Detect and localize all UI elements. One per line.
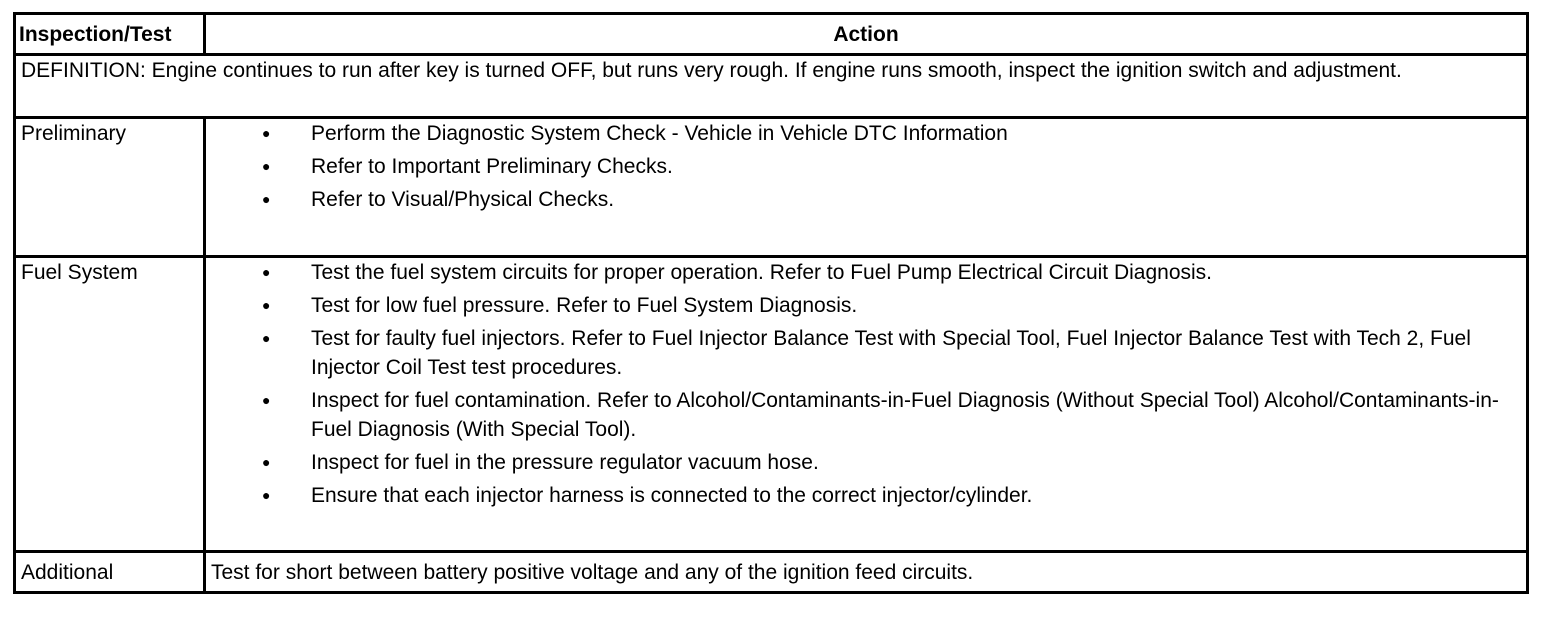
diagnostic-table [13, 12, 1529, 594]
definition-text: DEFINITION: Engine continues to run after key is turned OFF, but runs very rough. If engine runs smooth, inspect the ignition switch and adjustment. [15, 55, 1528, 118]
list-item: ● Inspect for fuel contamination. Refer to Alcohol/Contaminants-in-Fuel Diagnosis (Without Special Tool) Alcohol/Contaminants-in-Fuel Diagnosis (With Special Tool). [211, 386, 1521, 444]
definition-row [15, 55, 1528, 118]
list-item: ● Perform the Diagnostic System Check - Vehicle in Vehicle DTC Information [211, 119, 1521, 148]
table-header-row [15, 14, 1528, 55]
list-item: ● Ensure that each injector harness is connected to the correct injector/cylinder. [211, 481, 1521, 510]
header-action: Action [205, 14, 1528, 55]
header-inspection-test: Inspection/Test [15, 14, 205, 55]
table-row-preliminary [15, 118, 1528, 257]
list-item: ● Inspect for fuel in the pressure regulator vacuum hose. [211, 448, 1521, 477]
row-label-preliminary: Preliminary [15, 118, 205, 257]
fuel-system-list [211, 258, 1521, 510]
list-item: ● Test the fuel system circuits for proper operation. Refer to Fuel Pump Electrical Circuit Diagnosis. [211, 258, 1521, 287]
action-text-additional: Test for short between battery positive voltage and any of the ignition feed circuits. [205, 552, 1528, 593]
list-item: ● Test for faulty fuel injectors. Refer to Fuel Injector Balance Test with Special Tool, Fuel Injector Balance Test with Tech 2, Fuel Injector Coil Test test procedures. [211, 324, 1521, 382]
row-label-additional: Additional [15, 552, 205, 593]
list-item: ● Test for low fuel pressure. Refer to Fuel System Diagnosis. [211, 291, 1521, 320]
action-cell-fuel-system [205, 257, 1528, 552]
table-row-fuel-system [15, 257, 1528, 552]
row-label-fuel-system: Fuel System [15, 257, 205, 552]
table-row-additional [15, 552, 1528, 593]
action-cell-preliminary [205, 118, 1528, 257]
preliminary-list [211, 119, 1521, 214]
list-item: ● Refer to Visual/Physical Checks. [211, 185, 1521, 214]
list-item: ● Refer to Important Preliminary Checks. [211, 152, 1521, 181]
